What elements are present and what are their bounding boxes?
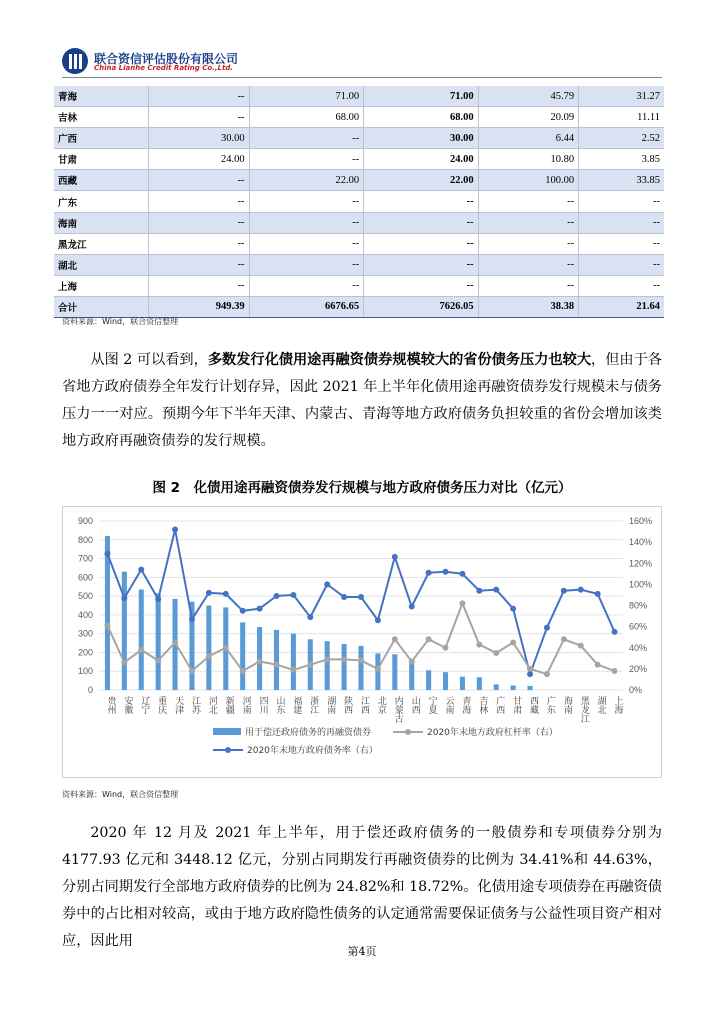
line-point bbox=[443, 569, 449, 575]
refinancing-bond-table bbox=[54, 86, 664, 318]
x-tick-label: 天津 bbox=[173, 696, 184, 714]
x-tick-label: 河南 bbox=[240, 696, 251, 714]
value-cell: -- bbox=[149, 275, 250, 296]
line-point bbox=[476, 588, 482, 594]
line-point bbox=[121, 660, 127, 666]
y-left-tick-label: 400 bbox=[77, 609, 93, 620]
value-cell: -- bbox=[478, 275, 579, 296]
value-cell: -- bbox=[579, 254, 664, 275]
line-point bbox=[290, 592, 296, 598]
value-cell: -- bbox=[364, 191, 479, 212]
bar bbox=[443, 672, 448, 690]
value-cell: 71.00 bbox=[249, 86, 364, 107]
line-point bbox=[612, 668, 618, 674]
line-point bbox=[375, 617, 381, 623]
x-tick-label: 贵州 bbox=[105, 696, 116, 714]
line-point bbox=[561, 636, 567, 642]
table-total-row bbox=[54, 296, 664, 317]
line-point bbox=[121, 595, 127, 601]
line-point bbox=[544, 625, 550, 631]
paragraph-1-lead: 从图 2 可以看到， bbox=[90, 352, 208, 368]
x-tick-label: 湖北 bbox=[595, 696, 606, 714]
line-point bbox=[561, 588, 567, 594]
bar bbox=[494, 684, 499, 690]
value-cell: 31.27 bbox=[579, 86, 664, 107]
line-point bbox=[443, 645, 449, 651]
line-point bbox=[189, 668, 195, 674]
x-tick-label: 江西 bbox=[359, 696, 369, 714]
value-cell: -- bbox=[478, 212, 579, 233]
paragraph-2-text: 2020 年 12 月及 2021 年上半年，用于偿还政府债务的一般债券和专项债券分别为 4177.93 亿元和 3448.12 亿元，分别占同期发行再融资债券的比例为 34.41%和 44.63%，分别占同期发行全部地方政府债券的比例为 24.82%和 18.72%。化债用途专项债券在再融资债券中的占比相对较高，或由于地方政府隐性债务的认定通常需要保证债务与公益性项目资产相对应，因此用 bbox=[62, 825, 662, 949]
line-point bbox=[189, 616, 195, 622]
line-point bbox=[341, 594, 347, 600]
province-cell: 广东 bbox=[54, 191, 149, 212]
value-cell: 100.00 bbox=[478, 170, 579, 191]
x-tick-label: 广西 bbox=[494, 696, 505, 714]
y-right-tick-label: 160% bbox=[629, 516, 653, 526]
y-left-tick-label: 0 bbox=[87, 685, 93, 695]
value-cell: 949.39 bbox=[149, 296, 250, 317]
line-point bbox=[409, 658, 415, 664]
page-header bbox=[62, 48, 662, 80]
value-cell: -- bbox=[478, 191, 579, 212]
value-cell: 24.00 bbox=[364, 149, 479, 170]
value-cell: 6676.65 bbox=[249, 296, 364, 317]
paragraph-2 bbox=[62, 820, 662, 955]
bar bbox=[206, 606, 211, 691]
value-cell: 30.00 bbox=[149, 128, 250, 149]
x-tick-label: 浙江 bbox=[308, 696, 319, 714]
y-left-tick-label: 200 bbox=[77, 647, 93, 658]
company-logo-icon bbox=[62, 48, 88, 74]
value-cell: 11.11 bbox=[579, 107, 664, 128]
line-point bbox=[595, 662, 601, 668]
value-cell: -- bbox=[149, 170, 250, 191]
y-right-tick-label: 100% bbox=[629, 579, 653, 590]
bar bbox=[426, 670, 431, 690]
province-cell: 广西 bbox=[54, 128, 149, 149]
y-left-tick-label: 700 bbox=[77, 553, 93, 564]
x-tick-label: 重庆 bbox=[156, 696, 167, 714]
x-tick-label: 宁夏 bbox=[426, 696, 437, 714]
legend-swatch bbox=[213, 728, 241, 735]
chart-source-note: 资料来源：Wind，联合资信整理 bbox=[62, 790, 179, 799]
x-tick-label: 甘肃 bbox=[511, 696, 522, 714]
bar bbox=[156, 593, 161, 690]
value-cell: -- bbox=[364, 254, 479, 275]
value-cell: -- bbox=[364, 233, 479, 254]
y-right-tick-label: 20% bbox=[629, 663, 648, 674]
bar bbox=[527, 686, 532, 690]
value-cell: -- bbox=[579, 191, 664, 212]
paragraph-1 bbox=[62, 347, 662, 455]
x-tick-label: 安徽 bbox=[122, 696, 133, 714]
line-point bbox=[426, 570, 432, 576]
province-cell: 海南 bbox=[54, 212, 149, 233]
value-cell: 24.00 bbox=[149, 149, 250, 170]
value-cell: -- bbox=[149, 254, 250, 275]
province-cell: 西藏 bbox=[54, 170, 149, 191]
province-cell: 合计 bbox=[54, 296, 149, 317]
value-cell: 6.44 bbox=[478, 128, 579, 149]
line-point bbox=[240, 608, 246, 614]
bar bbox=[139, 590, 144, 690]
legend-label: 2020年末地方政府杠杆率（右） bbox=[427, 728, 558, 738]
value-cell: -- bbox=[579, 212, 664, 233]
paragraph-1-rest: ，但由于各省地方政府债券全年发行计划存异，因此 2021 年上半年化债用途再融资债券发行规模未与债务压力一一对应。预期今年下半年天津、内蒙古、青海等地方政府债务负担较重的省份会增加该类地方政府再融资债券的发行规模。 bbox=[62, 352, 662, 449]
bar bbox=[240, 622, 245, 690]
value-cell: -- bbox=[364, 212, 479, 233]
value-cell: -- bbox=[249, 149, 364, 170]
table-row bbox=[54, 149, 664, 170]
x-tick-label: 上海 bbox=[612, 696, 623, 714]
bar bbox=[274, 630, 279, 690]
bar bbox=[342, 644, 347, 690]
x-tick-label: 青海 bbox=[460, 696, 471, 714]
line-point bbox=[273, 593, 279, 599]
line-point bbox=[527, 666, 533, 672]
legend-marker bbox=[405, 729, 411, 735]
value-cell: 10.80 bbox=[478, 149, 579, 170]
x-tick-label: 云南 bbox=[443, 696, 454, 714]
line-point bbox=[493, 587, 499, 593]
bar bbox=[358, 646, 363, 690]
x-tick-label: 山西 bbox=[409, 696, 420, 714]
province-cell: 甘肃 bbox=[54, 149, 149, 170]
legend-label: 用于偿还政府债务的再融资债券 bbox=[245, 728, 372, 738]
x-tick-label: 湖南 bbox=[325, 696, 336, 714]
header-divider bbox=[62, 77, 662, 78]
table-source-note: 资料来源：Wind，联合资信整理 bbox=[62, 317, 179, 326]
company-name-en: China Lianhe Credit Rating Co.,Ltd. bbox=[94, 64, 233, 72]
y-right-tick-label: 80% bbox=[629, 600, 648, 611]
value-cell: 20.09 bbox=[478, 107, 579, 128]
value-cell: 3.85 bbox=[579, 149, 664, 170]
province-cell: 湖北 bbox=[54, 254, 149, 275]
x-tick-label: 辽宁 bbox=[139, 696, 150, 714]
value-cell: 68.00 bbox=[364, 107, 479, 128]
x-tick-label: 海南 bbox=[561, 696, 572, 714]
line-point bbox=[290, 667, 296, 673]
line-point bbox=[138, 647, 144, 653]
line-point bbox=[104, 623, 110, 629]
line-point bbox=[392, 554, 398, 560]
value-cell: 45.79 bbox=[478, 86, 579, 107]
value-cell: -- bbox=[249, 254, 364, 275]
line-point bbox=[273, 662, 279, 668]
value-cell: 68.00 bbox=[249, 107, 364, 128]
province-cell: 青海 bbox=[54, 86, 149, 107]
x-tick-label: 新疆 bbox=[223, 696, 234, 714]
y-left-tick-label: 600 bbox=[77, 572, 93, 583]
line-point bbox=[324, 656, 330, 662]
x-tick-label: 西藏 bbox=[528, 696, 539, 714]
table-row bbox=[54, 107, 664, 128]
y-right-tick-label: 60% bbox=[629, 621, 648, 632]
y-left-tick-label: 800 bbox=[77, 534, 93, 545]
line-point bbox=[358, 657, 364, 663]
line-point bbox=[206, 653, 212, 659]
line-point bbox=[409, 604, 415, 610]
line-point bbox=[172, 526, 178, 532]
line-point bbox=[426, 636, 432, 642]
line-point bbox=[240, 668, 246, 674]
bar bbox=[409, 662, 414, 690]
x-tick-label: 山东 bbox=[274, 696, 285, 714]
line-point bbox=[307, 614, 313, 620]
paragraph-1-emphasis: 多数发行化债用途再融资债券规模较大的省份债务压力也较大 bbox=[207, 352, 592, 368]
table-row bbox=[54, 275, 664, 296]
chart-canvas bbox=[63, 507, 661, 777]
line-point bbox=[527, 671, 533, 677]
line-point bbox=[172, 639, 178, 645]
line-point bbox=[358, 594, 364, 600]
value-cell: -- bbox=[249, 275, 364, 296]
value-cell: 21.64 bbox=[579, 296, 664, 317]
line-point bbox=[155, 596, 161, 602]
value-cell: 7626.05 bbox=[364, 296, 479, 317]
value-cell: -- bbox=[478, 233, 579, 254]
line-point bbox=[324, 581, 330, 587]
table-row bbox=[54, 212, 664, 233]
line-point bbox=[223, 645, 229, 651]
chart-frame bbox=[62, 506, 662, 778]
line-point bbox=[544, 671, 550, 677]
line-point bbox=[155, 657, 161, 663]
line-point bbox=[138, 567, 144, 573]
value-cell: -- bbox=[149, 233, 250, 254]
value-cell: -- bbox=[149, 86, 250, 107]
value-cell: 22.00 bbox=[249, 170, 364, 191]
table-row bbox=[54, 233, 664, 254]
value-cell: -- bbox=[249, 191, 364, 212]
line-point bbox=[476, 642, 482, 648]
value-cell: -- bbox=[149, 212, 250, 233]
x-tick-label: 黑龙江 bbox=[578, 696, 589, 723]
company-name-cn: 联合资信评估股份有限公司 bbox=[94, 52, 239, 66]
x-tick-label: 陕西 bbox=[342, 696, 353, 714]
bar bbox=[477, 677, 482, 690]
x-tick-label: 北京 bbox=[375, 696, 386, 714]
line-point bbox=[459, 571, 465, 577]
value-cell: 30.00 bbox=[364, 128, 479, 149]
line-point bbox=[493, 650, 499, 656]
table-row bbox=[54, 254, 664, 275]
line-point bbox=[392, 636, 398, 642]
y-left-tick-label: 300 bbox=[77, 628, 93, 639]
line-point bbox=[307, 662, 313, 668]
province-cell: 上海 bbox=[54, 275, 149, 296]
table-row bbox=[54, 86, 664, 107]
value-cell: 2.52 bbox=[579, 128, 664, 149]
line-point bbox=[257, 658, 263, 664]
table-row bbox=[54, 191, 664, 212]
line-point bbox=[612, 629, 618, 635]
x-tick-label: 四川 bbox=[257, 696, 268, 714]
line-point bbox=[375, 666, 381, 672]
province-cell: 吉林 bbox=[54, 107, 149, 128]
line-point bbox=[104, 551, 110, 557]
y-right-tick-label: 40% bbox=[629, 642, 648, 653]
y-right-tick-label: 140% bbox=[629, 537, 653, 548]
line-point bbox=[223, 591, 229, 597]
bar bbox=[291, 634, 296, 690]
line-point bbox=[206, 590, 212, 596]
x-tick-label: 内蒙古 bbox=[392, 696, 403, 723]
value-cell: 22.00 bbox=[364, 170, 479, 191]
value-cell: -- bbox=[579, 233, 664, 254]
table-row bbox=[54, 170, 664, 191]
line-point bbox=[578, 587, 584, 593]
value-cell: -- bbox=[149, 107, 250, 128]
line-point bbox=[510, 639, 516, 645]
x-tick-label: 吉林 bbox=[477, 696, 488, 714]
line-point bbox=[595, 591, 601, 597]
x-tick-label: 河北 bbox=[206, 696, 217, 714]
page-number: 第4页 bbox=[347, 945, 377, 958]
value-cell: -- bbox=[249, 212, 364, 233]
bar bbox=[511, 685, 516, 690]
value-cell: 38.38 bbox=[478, 296, 579, 317]
line-point bbox=[578, 643, 584, 649]
line-point bbox=[510, 606, 516, 612]
line-point bbox=[459, 600, 465, 606]
value-cell: -- bbox=[579, 275, 664, 296]
y-right-tick-label: 0% bbox=[629, 685, 643, 695]
value-cell: -- bbox=[364, 275, 479, 296]
value-cell: -- bbox=[149, 191, 250, 212]
x-tick-label: 江苏 bbox=[189, 696, 200, 714]
y-left-tick-label: 500 bbox=[77, 591, 93, 602]
value-cell: -- bbox=[249, 128, 364, 149]
y-right-tick-label: 120% bbox=[629, 558, 653, 569]
figure-title: 图 2 化债用途再融资债券发行规模与地方政府债务压力对比（亿元） bbox=[152, 480, 572, 496]
line-point bbox=[257, 606, 263, 612]
value-cell: -- bbox=[478, 254, 579, 275]
x-tick-label: 福建 bbox=[291, 696, 302, 714]
bar bbox=[325, 641, 330, 690]
y-left-tick-label: 900 bbox=[77, 516, 93, 526]
value-cell: -- bbox=[249, 233, 364, 254]
legend-label: 2020年末地方政府债务率（右） bbox=[247, 746, 378, 756]
table-row bbox=[54, 128, 664, 149]
bar bbox=[392, 654, 397, 690]
line-point bbox=[341, 656, 347, 662]
x-tick-label: 广东 bbox=[544, 696, 555, 714]
legend-marker bbox=[225, 747, 231, 753]
province-cell: 黑龙江 bbox=[54, 233, 149, 254]
y-left-tick-label: 100 bbox=[77, 666, 93, 677]
value-cell: 71.00 bbox=[364, 86, 479, 107]
bar bbox=[460, 677, 465, 690]
bar bbox=[122, 572, 127, 690]
value-cell: 33.85 bbox=[579, 170, 664, 191]
